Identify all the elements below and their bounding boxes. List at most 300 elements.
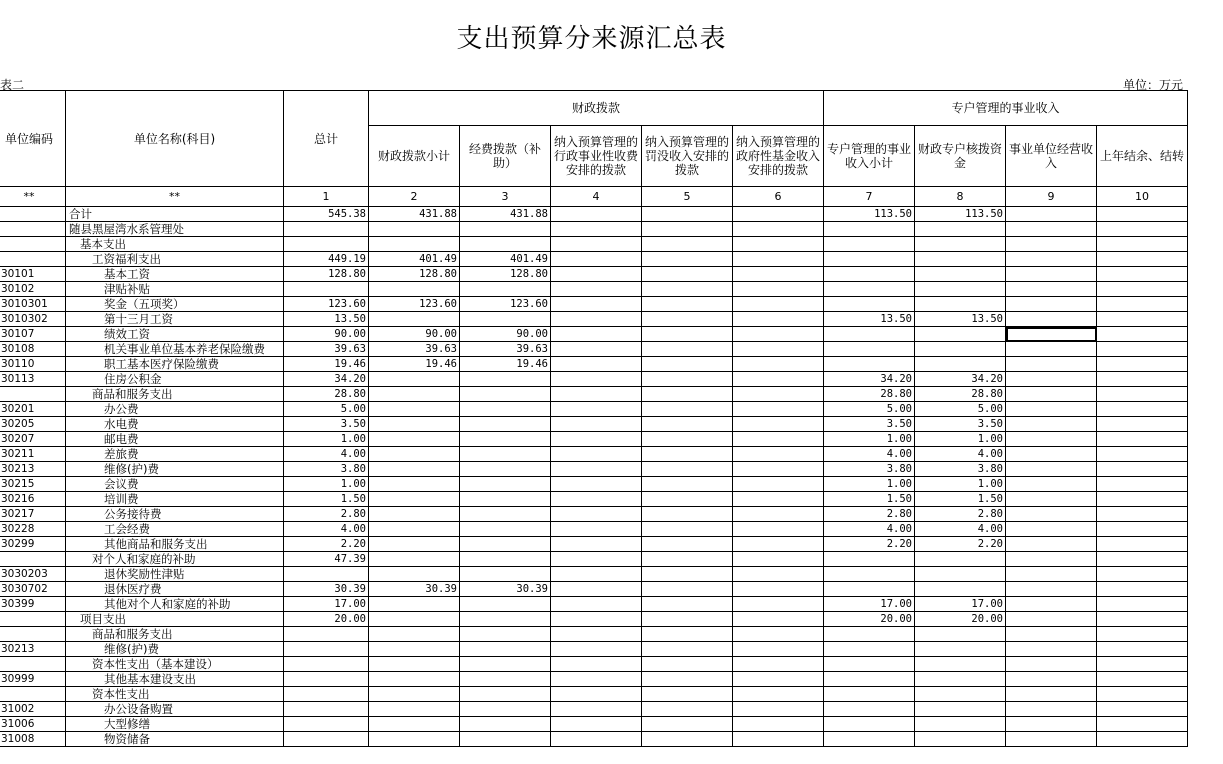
value-cell[interactable]: 1.50 [915, 492, 1006, 507]
value-cell[interactable]: 34.20 [824, 372, 915, 387]
value-cell[interactable]: 19.46 [284, 357, 369, 372]
value-cell[interactable] [551, 522, 642, 537]
value-cell[interactable] [1097, 462, 1188, 477]
value-cell[interactable]: 123.60 [369, 297, 460, 312]
unit-name-cell[interactable]: 物资储备 [66, 732, 284, 747]
value-cell[interactable] [1006, 297, 1097, 312]
value-cell[interactable] [369, 282, 460, 297]
value-cell[interactable]: 1.00 [915, 477, 1006, 492]
value-cell[interactable] [1006, 222, 1097, 237]
value-cell[interactable] [1097, 627, 1188, 642]
unit-name-cell[interactable]: 基本工资 [66, 267, 284, 282]
value-cell[interactable] [551, 732, 642, 747]
value-cell[interactable] [369, 702, 460, 717]
value-cell[interactable] [369, 402, 460, 417]
value-cell[interactable] [824, 717, 915, 732]
value-cell[interactable] [733, 252, 824, 267]
value-cell[interactable]: 30.39 [369, 582, 460, 597]
index-cell[interactable]: 6 [733, 187, 824, 207]
value-cell[interactable] [460, 612, 551, 627]
value-cell[interactable]: 34.20 [284, 372, 369, 387]
unit-name-cell[interactable]: 商品和服务支出 [66, 627, 284, 642]
value-cell[interactable] [369, 657, 460, 672]
value-cell[interactable]: 545.38 [284, 207, 369, 222]
value-cell[interactable] [642, 237, 733, 252]
unit-name-cell[interactable]: 工资福利支出 [66, 252, 284, 267]
value-cell[interactable] [1097, 447, 1188, 462]
value-cell[interactable] [369, 522, 460, 537]
value-cell[interactable] [369, 222, 460, 237]
value-cell[interactable] [551, 507, 642, 522]
unit-name-cell[interactable]: 培训费 [66, 492, 284, 507]
value-cell[interactable] [824, 627, 915, 642]
value-cell[interactable]: 128.80 [369, 267, 460, 282]
value-cell[interactable]: 128.80 [460, 267, 551, 282]
value-cell[interactable] [460, 657, 551, 672]
value-cell[interactable]: 34.20 [915, 372, 1006, 387]
unit-code-cell[interactable]: 30102 [0, 282, 66, 297]
value-cell[interactable] [1097, 642, 1188, 657]
unit-code-cell[interactable]: 30213 [0, 462, 66, 477]
value-cell[interactable] [1006, 522, 1097, 537]
value-cell[interactable] [551, 552, 642, 567]
value-cell[interactable] [551, 372, 642, 387]
header-sub[interactable]: 纳入预算管理的罚没收入安排的拨款 [642, 126, 733, 187]
value-cell[interactable] [1097, 522, 1188, 537]
value-cell[interactable] [460, 462, 551, 477]
value-cell[interactable] [1097, 342, 1188, 357]
header-sub[interactable]: 经费拨款（补助） [460, 126, 551, 187]
value-cell[interactable] [551, 342, 642, 357]
unit-name-cell[interactable]: 绩效工资 [66, 327, 284, 342]
unit-name-cell[interactable]: 会议费 [66, 477, 284, 492]
unit-code-cell[interactable]: 30399 [0, 597, 66, 612]
value-cell[interactable]: 128.80 [284, 267, 369, 282]
unit-code-cell[interactable] [0, 552, 66, 567]
value-cell[interactable]: 113.50 [824, 207, 915, 222]
value-cell[interactable] [642, 282, 733, 297]
header-sub[interactable]: 财政拨款小计 [369, 126, 460, 187]
value-cell[interactable] [1097, 732, 1188, 747]
value-cell[interactable]: 1.00 [284, 432, 369, 447]
value-cell[interactable] [284, 222, 369, 237]
value-cell[interactable] [1006, 462, 1097, 477]
value-cell[interactable]: 4.00 [915, 447, 1006, 462]
index-cell[interactable]: 1 [284, 187, 369, 207]
value-cell[interactable] [733, 537, 824, 552]
value-cell[interactable] [460, 372, 551, 387]
value-cell[interactable] [1006, 267, 1097, 282]
value-cell[interactable] [1097, 312, 1188, 327]
value-cell[interactable] [1097, 267, 1188, 282]
value-cell[interactable] [284, 627, 369, 642]
value-cell[interactable] [824, 702, 915, 717]
value-cell[interactable] [1097, 357, 1188, 372]
unit-name-cell[interactable]: 津贴补贴 [66, 282, 284, 297]
unit-code-cell[interactable]: 30101 [0, 267, 66, 282]
value-cell[interactable] [551, 672, 642, 687]
value-cell[interactable] [915, 687, 1006, 702]
value-cell[interactable] [1006, 387, 1097, 402]
value-cell[interactable] [460, 507, 551, 522]
value-cell[interactable] [824, 582, 915, 597]
value-cell[interactable] [460, 402, 551, 417]
value-cell[interactable] [369, 687, 460, 702]
value-cell[interactable] [1006, 507, 1097, 522]
value-cell[interactable] [1006, 372, 1097, 387]
value-cell[interactable] [915, 327, 1006, 342]
unit-name-cell[interactable]: 办公设备购置 [66, 702, 284, 717]
value-cell[interactable] [733, 282, 824, 297]
value-cell[interactable] [642, 207, 733, 222]
value-cell[interactable]: 19.46 [369, 357, 460, 372]
value-cell[interactable] [551, 402, 642, 417]
value-cell[interactable]: 90.00 [284, 327, 369, 342]
value-cell[interactable] [642, 402, 733, 417]
value-cell[interactable] [733, 657, 824, 672]
value-cell[interactable] [284, 717, 369, 732]
value-cell[interactable] [1097, 717, 1188, 732]
value-cell[interactable] [551, 642, 642, 657]
value-cell[interactable] [733, 492, 824, 507]
unit-name-cell[interactable]: 公务接待费 [66, 507, 284, 522]
value-cell[interactable] [284, 282, 369, 297]
value-cell[interactable]: 28.80 [284, 387, 369, 402]
value-cell[interactable]: 39.63 [369, 342, 460, 357]
unit-name-cell[interactable]: 邮电费 [66, 432, 284, 447]
value-cell[interactable] [460, 222, 551, 237]
value-cell[interactable] [1097, 207, 1188, 222]
value-cell[interactable] [460, 432, 551, 447]
unit-code-cell[interactable]: 30299 [0, 537, 66, 552]
value-cell[interactable] [642, 687, 733, 702]
value-cell[interactable]: 431.88 [369, 207, 460, 222]
index-cell[interactable]: 10 [1097, 187, 1188, 207]
value-cell[interactable] [1006, 717, 1097, 732]
value-cell[interactable] [642, 642, 733, 657]
value-cell[interactable] [1006, 672, 1097, 687]
header-special-group[interactable]: 专户管理的事业收入 [824, 91, 1188, 126]
value-cell[interactable] [733, 552, 824, 567]
value-cell[interactable] [551, 477, 642, 492]
value-cell[interactable]: 113.50 [915, 207, 1006, 222]
value-cell[interactable]: 123.60 [284, 297, 369, 312]
value-cell[interactable] [369, 447, 460, 462]
value-cell[interactable] [642, 432, 733, 447]
value-cell[interactable] [1097, 402, 1188, 417]
value-cell[interactable]: 47.39 [284, 552, 369, 567]
value-cell[interactable] [915, 567, 1006, 582]
value-cell[interactable] [460, 642, 551, 657]
value-cell[interactable] [642, 582, 733, 597]
unit-code-cell[interactable]: 30108 [0, 342, 66, 357]
value-cell[interactable]: 30.39 [460, 582, 551, 597]
value-cell[interactable] [551, 387, 642, 402]
unit-name-cell[interactable]: 机关事业单位基本养老保险缴费 [66, 342, 284, 357]
value-cell[interactable] [1006, 417, 1097, 432]
value-cell[interactable]: 1.50 [284, 492, 369, 507]
value-cell[interactable] [284, 657, 369, 672]
value-cell[interactable] [824, 657, 915, 672]
header-sub[interactable]: 事业单位经营收入 [1006, 126, 1097, 187]
value-cell[interactable] [733, 687, 824, 702]
value-cell[interactable] [1097, 507, 1188, 522]
value-cell[interactable] [642, 612, 733, 627]
value-cell[interactable] [284, 567, 369, 582]
value-cell[interactable] [733, 372, 824, 387]
value-cell[interactable] [642, 252, 733, 267]
value-cell[interactable] [551, 357, 642, 372]
value-cell[interactable] [460, 717, 551, 732]
value-cell[interactable] [1006, 342, 1097, 357]
value-cell[interactable]: 3.80 [915, 462, 1006, 477]
value-cell[interactable] [733, 342, 824, 357]
value-cell[interactable] [1006, 537, 1097, 552]
value-cell[interactable] [551, 717, 642, 732]
value-cell[interactable] [642, 492, 733, 507]
value-cell[interactable] [551, 567, 642, 582]
value-cell[interactable] [1006, 357, 1097, 372]
value-cell[interactable] [642, 372, 733, 387]
unit-code-cell[interactable]: 30110 [0, 357, 66, 372]
value-cell[interactable] [1006, 282, 1097, 297]
unit-code-cell[interactable]: 31006 [0, 717, 66, 732]
unit-name-cell[interactable]: 商品和服务支出 [66, 387, 284, 402]
value-cell[interactable] [369, 492, 460, 507]
value-cell[interactable] [915, 282, 1006, 297]
value-cell[interactable]: 5.00 [284, 402, 369, 417]
value-cell[interactable] [460, 417, 551, 432]
value-cell[interactable] [551, 537, 642, 552]
value-cell[interactable] [915, 222, 1006, 237]
value-cell[interactable]: 20.00 [284, 612, 369, 627]
value-cell[interactable] [551, 702, 642, 717]
value-cell[interactable]: 1.00 [284, 477, 369, 492]
header-sub[interactable]: 专户管理的事业收入小计 [824, 126, 915, 187]
unit-code-cell[interactable]: 3010301 [0, 297, 66, 312]
unit-code-cell[interactable]: 30999 [0, 672, 66, 687]
value-cell[interactable] [460, 492, 551, 507]
unit-name-cell[interactable]: 资本性支出 [66, 687, 284, 702]
value-cell[interactable] [915, 672, 1006, 687]
value-cell[interactable] [1006, 447, 1097, 462]
unit-name-cell[interactable]: 大型修缮 [66, 717, 284, 732]
unit-name-cell[interactable]: 其他对个人和家庭的补助 [66, 597, 284, 612]
unit-name-cell[interactable]: 奖金（五项奖） [66, 297, 284, 312]
value-cell[interactable]: 19.46 [460, 357, 551, 372]
value-cell[interactable] [460, 237, 551, 252]
header-code[interactable]: 单位编码 [0, 91, 66, 187]
value-cell[interactable]: 401.49 [369, 252, 460, 267]
unit-code-cell[interactable] [0, 627, 66, 642]
value-cell[interactable] [1097, 582, 1188, 597]
value-cell[interactable] [824, 222, 915, 237]
unit-code-cell[interactable]: 30107 [0, 327, 66, 342]
unit-name-cell[interactable]: 维修(护)费 [66, 642, 284, 657]
value-cell[interactable] [642, 342, 733, 357]
value-cell[interactable] [1097, 282, 1188, 297]
value-cell[interactable] [733, 612, 824, 627]
index-cell[interactable]: 3 [460, 187, 551, 207]
value-cell[interactable] [1097, 297, 1188, 312]
value-cell[interactable] [1006, 492, 1097, 507]
value-cell[interactable] [1006, 207, 1097, 222]
value-cell[interactable] [733, 627, 824, 642]
value-cell[interactable] [1006, 432, 1097, 447]
value-cell[interactable] [551, 417, 642, 432]
unit-name-cell[interactable]: 资本性支出（基本建设） [66, 657, 284, 672]
value-cell[interactable] [551, 282, 642, 297]
value-cell[interactable] [1006, 702, 1097, 717]
value-cell[interactable] [369, 387, 460, 402]
value-cell[interactable] [1006, 237, 1097, 252]
value-cell[interactable] [369, 477, 460, 492]
value-cell[interactable] [642, 672, 733, 687]
value-cell[interactable] [1097, 327, 1188, 342]
value-cell[interactable] [733, 222, 824, 237]
unit-code-cell[interactable]: 3030702 [0, 582, 66, 597]
unit-name-cell[interactable]: 其他基本建设支出 [66, 672, 284, 687]
value-cell[interactable]: 3.80 [284, 462, 369, 477]
value-cell[interactable] [915, 297, 1006, 312]
unit-name-cell[interactable]: 工会经费 [66, 522, 284, 537]
unit-code-cell[interactable]: 30207 [0, 432, 66, 447]
value-cell[interactable] [824, 267, 915, 282]
value-cell[interactable] [460, 537, 551, 552]
value-cell[interactable] [284, 672, 369, 687]
value-cell[interactable] [1097, 597, 1188, 612]
value-cell[interactable] [915, 627, 1006, 642]
value-cell[interactable] [1097, 432, 1188, 447]
value-cell[interactable] [551, 657, 642, 672]
value-cell[interactable] [1006, 402, 1097, 417]
value-cell[interactable] [1097, 387, 1188, 402]
value-cell[interactable]: 13.50 [915, 312, 1006, 327]
unit-code-cell[interactable]: 30201 [0, 402, 66, 417]
value-cell[interactable] [1006, 687, 1097, 702]
unit-code-cell[interactable]: 30217 [0, 507, 66, 522]
value-cell[interactable] [1097, 222, 1188, 237]
value-cell[interactable] [551, 237, 642, 252]
value-cell[interactable] [824, 567, 915, 582]
value-cell[interactable] [1097, 672, 1188, 687]
header-sub[interactable]: 纳入预算管理的行政事业性收费安排的拨款 [551, 126, 642, 187]
value-cell[interactable] [824, 342, 915, 357]
value-cell[interactable] [642, 297, 733, 312]
value-cell[interactable] [733, 357, 824, 372]
value-cell[interactable] [369, 507, 460, 522]
value-cell[interactable] [369, 312, 460, 327]
value-cell[interactable] [642, 222, 733, 237]
value-cell[interactable] [733, 522, 824, 537]
value-cell[interactable] [369, 237, 460, 252]
value-cell[interactable] [733, 672, 824, 687]
unit-name-cell[interactable]: 职工基本医疗保险缴费 [66, 357, 284, 372]
value-cell[interactable] [1097, 492, 1188, 507]
value-cell[interactable] [642, 267, 733, 282]
value-cell[interactable] [733, 462, 824, 477]
value-cell[interactable] [733, 417, 824, 432]
value-cell[interactable]: 20.00 [824, 612, 915, 627]
header-total[interactable]: 总计 [284, 91, 369, 187]
value-cell[interactable] [824, 237, 915, 252]
value-cell[interactable] [642, 657, 733, 672]
value-cell[interactable]: 2.20 [824, 537, 915, 552]
value-cell[interactable] [1097, 552, 1188, 567]
index-cell[interactable]: 4 [551, 187, 642, 207]
value-cell[interactable] [551, 297, 642, 312]
value-cell[interactable] [733, 267, 824, 282]
value-cell[interactable] [284, 732, 369, 747]
value-cell[interactable] [369, 462, 460, 477]
value-cell[interactable] [642, 477, 733, 492]
value-cell[interactable]: 39.63 [460, 342, 551, 357]
unit-code-cell[interactable] [0, 657, 66, 672]
value-cell[interactable] [369, 597, 460, 612]
index-cell[interactable]: 7 [824, 187, 915, 207]
value-cell[interactable] [551, 432, 642, 447]
value-cell[interactable]: 2.20 [915, 537, 1006, 552]
value-cell[interactable] [551, 252, 642, 267]
value-cell[interactable] [733, 477, 824, 492]
index-cell[interactable]: ** [0, 187, 66, 207]
value-cell[interactable] [369, 417, 460, 432]
value-cell[interactable]: 1.00 [824, 477, 915, 492]
value-cell[interactable]: 17.00 [915, 597, 1006, 612]
value-cell[interactable] [824, 642, 915, 657]
value-cell[interactable]: 4.00 [284, 447, 369, 462]
unit-name-cell[interactable]: 办公费 [66, 402, 284, 417]
value-cell[interactable] [824, 672, 915, 687]
value-cell[interactable] [915, 552, 1006, 567]
unit-name-cell[interactable]: 维修(护)费 [66, 462, 284, 477]
value-cell[interactable] [1006, 642, 1097, 657]
value-cell[interactable] [733, 387, 824, 402]
value-cell[interactable] [369, 567, 460, 582]
value-cell[interactable] [915, 342, 1006, 357]
value-cell[interactable] [551, 492, 642, 507]
value-cell[interactable] [824, 357, 915, 372]
value-cell[interactable] [460, 567, 551, 582]
value-cell[interactable] [1097, 702, 1188, 717]
value-cell[interactable] [369, 732, 460, 747]
value-cell[interactable] [369, 627, 460, 642]
value-cell[interactable] [733, 582, 824, 597]
value-cell[interactable] [551, 582, 642, 597]
value-cell[interactable]: 3.50 [284, 417, 369, 432]
unit-name-cell[interactable]: 退休奖励性津贴 [66, 567, 284, 582]
value-cell[interactable] [460, 702, 551, 717]
value-cell[interactable]: 3.50 [915, 417, 1006, 432]
value-cell[interactable]: 4.00 [824, 522, 915, 537]
value-cell[interactable]: 28.80 [824, 387, 915, 402]
value-cell[interactable] [369, 537, 460, 552]
value-cell[interactable]: 13.50 [284, 312, 369, 327]
value-cell[interactable]: 2.80 [284, 507, 369, 522]
unit-code-cell[interactable] [0, 252, 66, 267]
value-cell[interactable] [824, 732, 915, 747]
value-cell[interactable]: 4.00 [915, 522, 1006, 537]
value-cell[interactable] [642, 567, 733, 582]
value-cell[interactable] [551, 312, 642, 327]
value-cell[interactable]: 431.88 [460, 207, 551, 222]
value-cell[interactable] [824, 297, 915, 312]
index-cell[interactable]: 2 [369, 187, 460, 207]
value-cell[interactable] [460, 477, 551, 492]
unit-code-cell[interactable]: 30113 [0, 372, 66, 387]
value-cell[interactable] [733, 447, 824, 462]
value-cell[interactable] [733, 207, 824, 222]
